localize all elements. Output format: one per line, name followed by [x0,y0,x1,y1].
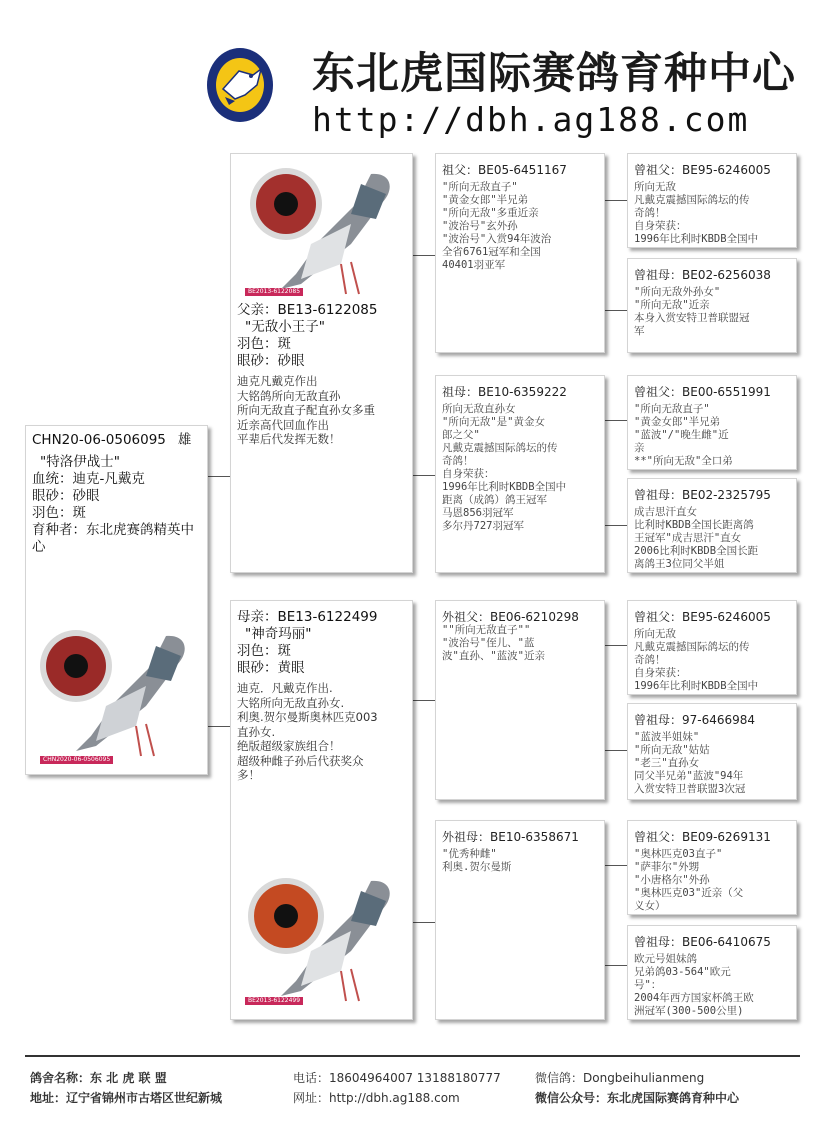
grandparent-head: 祖父：BE05-6451167 [442,163,567,177]
footer-website[interactable]: 网址：http://dbh.ag188.com [293,1091,460,1105]
header [200,35,805,145]
connector [605,865,627,866]
great-grandparent-head: 曾祖父：BE09-6269131 [634,830,771,844]
grandparent-notes: 所向无敌直孙女 "所向无敌"是"黄金女 郎之父" 凡戴克震撼国际鸽坛的传 奇鸽！ 自身荣获： 1996年比利时KBDB全国中 距离（成鸽）鸽王冠军 马恩856羽冠军 多尔丹727羽冠军 [442,403,567,532]
footer-phone: 电话：18604964007 13188180777 [293,1071,501,1085]
great-grandparent-notes: "所向无敌直子" "黄金女郎"半兄弟 "蓝波"/"晚生雌"近 亲 **"所向无敌"全口弟 [634,403,733,467]
father-name: "无敌小王子" [245,319,325,335]
subject-sex: 雄 [177,432,192,448]
great-grandparent-notes: 所向无敌 凡戴克震撼国际鸽坛的传 奇鸽！ 自身荣获： 1996年比利时KBDB全国中 [634,628,759,692]
connector [413,922,435,923]
tiger-logo-icon [205,45,275,125]
mother-notes: 迪克．凡戴克作出. 大铭所向无敌直孙女. 利奥.贺尔曼斯奥林匹克003 直孙女. 绝版超级家族组合！ 超级种雌子孙后代获奖众 多！ [237,681,378,782]
mother-eye: 眼砂：黄眼 [237,660,305,676]
mother-photo-tag: BE2013-6122499 [245,997,303,1005]
grandparent-card-1[interactable] [435,375,605,573]
subject-photo-tag: CHN2020-06-0506095 [40,756,113,764]
pigeon-photo-icon [36,626,201,766]
org-title: 东北虎国际赛鸽育种中心 [312,49,796,99]
footer-wechat: 微信鸽：Dongbeihulianmeng [535,1071,705,1085]
connector [605,420,627,421]
mother-name: "神奇玛丽" [245,626,312,642]
great-grandparent-head: 曾祖母：BE02-2325795 [634,488,771,502]
grandparent-notes: "优秀种雌" 利奥.贺尔曼斯 [442,848,512,873]
connector [605,645,627,646]
father-eye: 眼砂：砂眼 [237,353,305,369]
subject-breeder: 育种者：东北虎赛鸽精英中心 [32,522,194,555]
footer-loft-name: 鸽舍名称：东 北 虎 联 盟 [30,1071,167,1085]
great-grandparent-notes: 欧元号姐妹鸽 兄弟鸽03-564"欧元 号"： 2004年西方国家杯鸽王欧 洲冠军(300-500公里) [634,953,754,1017]
great-grandparent-card-1[interactable] [627,258,797,353]
great-grandparent-head: 曾祖父：BE95-6246005 [634,163,771,177]
connector [605,525,627,526]
great-grandparent-card-5[interactable] [627,703,797,800]
great-grandparent-notes: "蓝波半姐妹" "所向无敌"姑姑 "老三"直孙女 同父半兄弟"蓝波"94年 入赏安特卫普联盟3次冠 [634,731,746,795]
mother-card[interactable] [230,600,413,1020]
great-grandparent-head: 曾祖父：BE95-6246005 [634,610,771,624]
great-grandparent-head: 曾祖母：97-6466984 [634,713,756,727]
great-grandparent-card-2[interactable] [627,375,797,470]
great-grandparent-card-7[interactable] [627,925,797,1020]
footer-wechat-public: 微信公众号：东北虎国际赛鸽育种中心 [535,1091,740,1105]
great-grandparent-notes: "奥林匹克03直子" "萨菲尔"外甥 "小唐格尔"外孙 "奥林匹克03"近亲（父 义女） [634,848,744,912]
grandparent-notes: "所向无敌直子" "黄金女郎"半兄弟 "所向无敌"多重近亲 "波治号"玄外孙 "波治号"入赏94年波治 全省6761冠军和全国 40401羽亚军 [442,181,552,271]
connector [605,965,627,966]
connector [605,310,627,311]
connector [208,726,230,727]
father-color: 羽色：斑 [237,336,291,352]
grandparent-head: 外祖父：BE06-6210298 [442,610,579,624]
great-grandparent-head: 曾祖父：BE00-6551991 [634,385,771,399]
pigeon-photo-icon [246,164,406,304]
father-ring: 父亲：BE13-6122085 [237,302,378,318]
grandparent-card-3[interactable] [435,820,605,1020]
org-url[interactable]: http://dbh.ag188.com [312,100,750,139]
connector [208,476,230,477]
grandparent-notes: ""所向无敌直子"" "波治号"侄儿、"蓝 波"直孙、"蓝波"近亲 [442,624,545,662]
mother-color: 羽色：斑 [237,643,291,659]
great-grandparent-head: 曾祖母：BE02-6256038 [634,268,771,282]
father-photo-tag: BE2013-6122085 [245,288,303,296]
pigeon-photo-icon [246,871,406,1011]
footer [25,1062,800,1122]
subject-name: "特洛伊战士" [40,454,120,470]
subject-ring: CHN20-06-0506095 [32,432,166,448]
footer-address: 地址：辽宁省锦州市古塔区世纪新城 [30,1091,223,1105]
great-grandparent-card-0[interactable] [627,153,797,248]
subject-color: 羽色：斑 [32,505,86,521]
grandparent-head: 祖母：BE10-6359222 [442,385,567,399]
great-grandparent-card-6[interactable] [627,820,797,915]
connector [413,475,435,476]
father-card[interactable] [230,153,413,573]
great-grandparent-notes: "所向无敌外孙女" "所向无敌"近亲 本身入赏安特卫普联盟冠 军 [634,286,750,337]
great-grandparent-notes: 所向无敌 凡戴克震撼国际鸽坛的传 奇鸽！ 自身荣获： 1996年比利时KBDB全国中 [634,181,759,245]
connector [605,200,627,201]
great-grandparent-notes: 成吉思汗直女 比利时KBDB全国长距离鸽 王冠军"成吉思汗"直女 2006比利时KBDB全国长距 离鸽王3位同父半姐 [634,506,759,570]
footer-divider [25,1055,800,1057]
grandparent-head: 外祖母：BE10-6358671 [442,830,579,844]
great-grandparent-card-4[interactable] [627,600,797,695]
subject-bloodline: 血统：迪克-凡戴克 [32,471,145,487]
great-grandparent-card-3[interactable] [627,478,797,573]
connector [605,750,627,751]
grandparent-card-0[interactable] [435,153,605,353]
connector [413,255,435,256]
subject-card[interactable] [25,425,208,775]
mother-ring: 母亲：BE13-6122499 [237,609,378,625]
grandparent-card-2[interactable] [435,600,605,800]
subject-eye: 眼砂：砂眼 [32,488,100,504]
great-grandparent-head: 曾祖母：BE06-6410675 [634,935,771,949]
father-notes: 迪克凡戴克作出 大铭鸽所向无敌直孙 所向无敌直子配直孙女多重 近亲高代回血作出 平辈后代发挥无数！ [237,374,375,446]
connector [413,700,435,701]
